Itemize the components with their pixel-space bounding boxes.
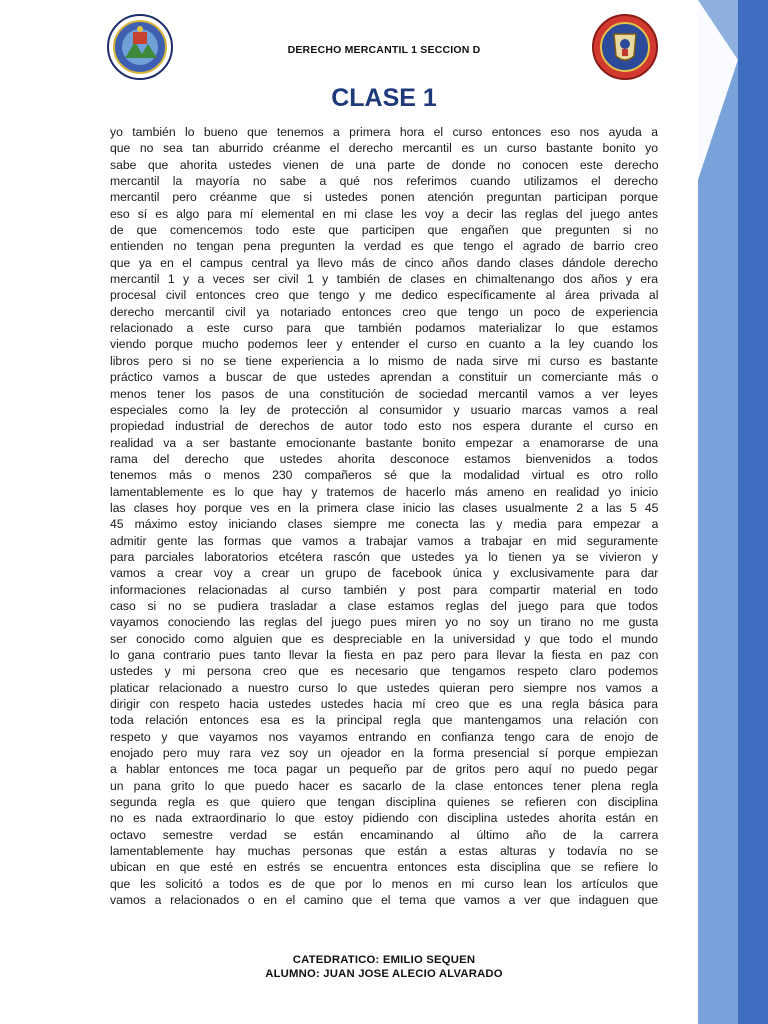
transcript-line: lamentablemente hay muchas personas que están a estas alturas y todavía no se [110,844,658,859]
transcript-line: ubican en que esté en estrés se encuentra entonces esta disciplina que se refiere lo [110,860,658,875]
transcript-line: vamos a relacionados o en el camino que el tema que vamos a ver que indaguen que [110,893,658,908]
transcript-line: que no sea tan aburrido créanme el derecho mercantil es un curso bastante bonito yo [110,141,658,156]
document-footer [0,953,768,981]
transcript-line: entienden no tengan pena pregunten la verdad es que tengo el agrado de barrio creo [110,239,658,254]
transcript-line: lamentablemente es lo que hay y tratemos de hacerlo más ameno en realidad yo inicio [110,484,658,499]
page-title: CLASE 1 [331,84,437,112]
transcript-line: ser conocido como alguien que es despreciable en la universidad y que todo el mundo [110,631,658,646]
transcript-line: derecho mercantil civil ya notariado entonces creo que tengo un poco de experiencia [110,304,658,319]
transcript-line: propiedad industrial de derechos de autor todo esto nos espera durante el curso en [110,419,658,434]
student-name: ALUMNO: JUAN JOSE ALECIO ALVARADO [265,968,503,980]
transcript-line: mercantil 1 y a veces ser civil 1 y también de clases en chimaltenango dos años y era [110,272,658,287]
transcript-line: para parciales laboratorios etcétera rascón que ustedes ya lo tienen ya se vivieron y [110,549,658,564]
transcript-line: mercantil la mayoría no sabe a qué nos referimos cuando utilizamos el derecho [110,174,658,189]
transcript-line: 45 máximo estoy iniciando clases siempre me conecta las y media para empezar a [110,517,658,532]
transcript-line: mercantil pero créanme que si ustedes ponen atención preguntan participan porque [110,190,658,205]
transcript-line: que les solicitó a todos es de que por lo menos en mi curso lean los artículos que [110,876,658,891]
transcript-line: las clases hoy porque ves en la primera clase inicio las clases usualmente 2 a las 5 45 [110,500,658,515]
transcript-line: respeto y que vayamos nos vayamos entrando en confianza tengo cara de enojo de [110,729,658,744]
transcript-line: especiales como la ley de protección al consumidor y usuario marcas vamos a real [110,402,658,417]
transcript-line: realidad va a ser bastante emocionante bastante bonito empezar a enamorarse de una [110,435,658,450]
transcript-line: platicar relacionado a nuestro curso lo que ustedes quieran pero siempre nos vamos a [110,680,658,695]
transcript-line: eso sí es algo para mí elemental en mi clase les voy a decir las reglas del juego antes [110,206,658,221]
transcript-line: enojado pero muy rara vez soy un ojeador en la forma presencial sí porque empiezan [110,746,658,761]
transcript-line: no es nada extraordinario lo que estoy pidiendo con disciplina ustedes ahorita están en [110,811,658,826]
transcript-line: procesal civil entonces creo que tengo y me dedico específicamente al área privada al [110,288,658,303]
transcript-line: toda relación entonces esa es la principal regla que mantengamos una relación con [110,713,658,728]
transcript-line: práctico vamos a buscar de que ustedes aprendan a constituir un comerciante más o [110,370,658,385]
transcript-line: caso si no se pudiera trasladar a clase estamos reglas del juego para que todos [110,598,658,613]
transcript-line: vayamos conociendo las reglas del juego pues miren yo no soy un tirano no me gusta [110,615,658,630]
transcript-line: lo gana contrario pues tanto llevar la fiesta en paz pero para llevar la fiesta en paz con [110,648,658,662]
transcript-line: que ya en el campus central ya llevo más de cinco años dando clases dándole derecho [110,255,658,270]
transcript-line: relacionado a este curso para que también podamos materializar lo que estamos [110,321,658,336]
transcript-line: sabe que ahorita ustedes vienen de una parte de donde no conocen este derecho [110,157,658,172]
transcript-line: octavo semestre verdad se están encaminando al último año de la carrera [110,827,658,842]
teacher-name: CATEDRATICO: EMILIO SEQUEN [292,954,476,966]
transcript-line: rama del derecho que ustedes ahorita desconoce estamos bienvenidos a todos [110,451,658,466]
transcript-line: libros pero si no se tiene experiencia a lo mismo de nada sirve mi curso es bastante [110,353,658,368]
transcript-line: informaciones relacionadas al curso también y post para compartir material en todo [110,582,658,597]
transcript-body [110,124,658,924]
course-title: DERECHO MERCANTIL 1 SECCION D [287,44,481,56]
transcript-line: admitir gente las formas que vamos a trabajar vamos a trabajar en mid seguramente [110,533,658,548]
decorative-side-panel [698,0,768,1024]
transcript-line: a hablar entonces me toca pagar un pequeño par de gritos pero aquí no puedo pegar [110,762,658,777]
transcript-line: yo también lo bueno que tenemos a primera hora el curso entonces eso nos ayuda a [110,125,658,139]
transcript-line: vamos a crear voy a crear un grupo de facebook única y exclusivamente para dar [110,566,658,581]
transcript-line: viendo porque mucho podemos leer y entender el curso en cuanto a la ley cuando los [110,337,658,352]
transcript-line: tenemos más o menos 230 compañeros sé que la modalidad virtual es otro rollo [110,468,658,483]
transcript-line: dirigir con respeto hacia ustedes ustedes hacia mí creo que es una regla básica para [110,697,658,712]
transcript-line: un pana grito lo que puedo hacer es sacarlo de la clase entonces tener plena regla [110,778,658,793]
transcript-line: de que comencemos todo este que participen que engañen que pregunten si no [110,223,658,238]
transcript-line: segunda regla es que quiero que tengan disciplina quienes se refieren con disciplina [110,795,658,810]
transcript-line: menos tener los pasos de una constitución de sociedad mercantil vamos a ver leyes [110,386,658,401]
transcript-line: ustedes y mi persona creo que es necesario que tengamos respeto claro podemos [110,664,658,679]
